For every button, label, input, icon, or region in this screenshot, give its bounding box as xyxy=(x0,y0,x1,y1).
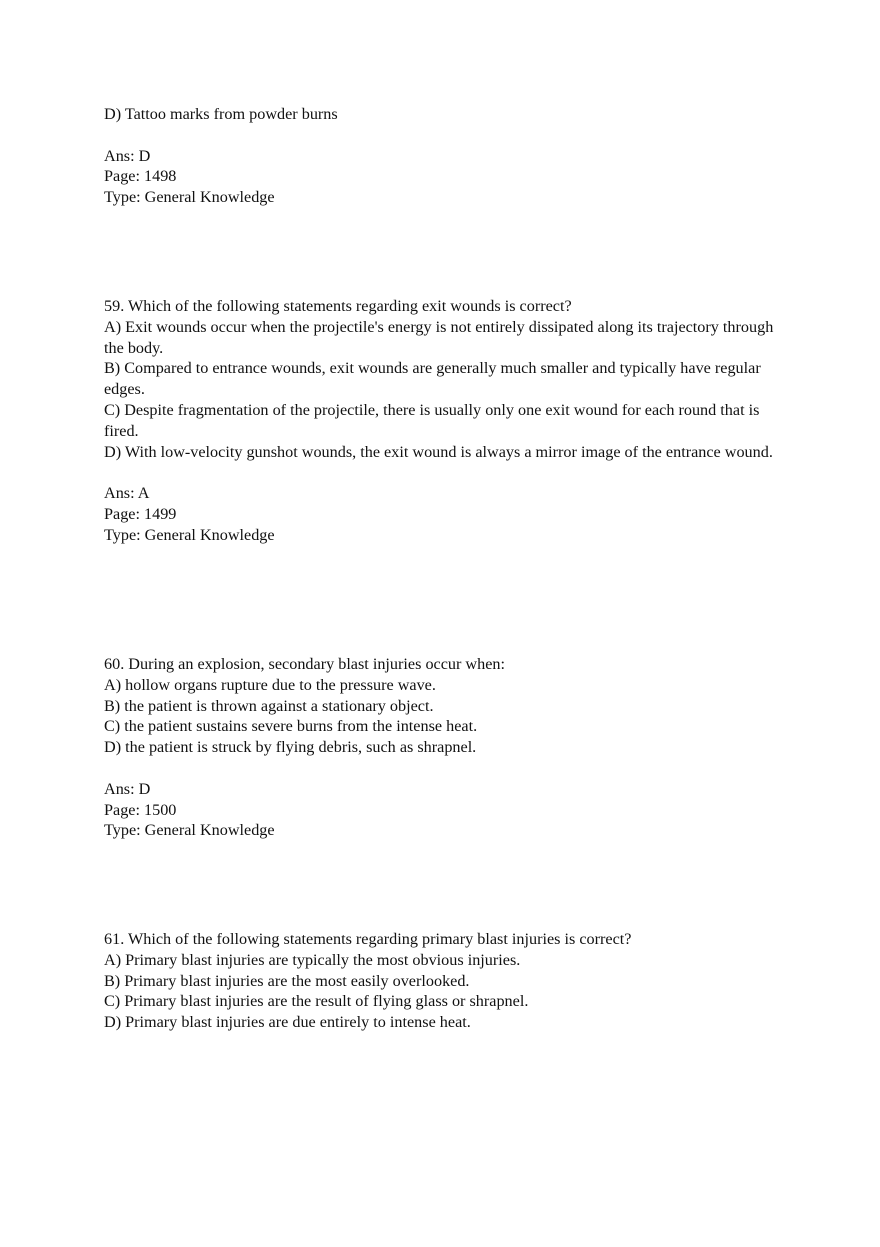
option-b: B) Compared to entrance wounds, exit wounds are generally much smaller and typically have regular edges. xyxy=(104,359,761,399)
question-text: 59. Which of the following statements regarding exit wounds is correct? xyxy=(104,297,572,315)
question-text: 60. During an explosion, secondary blast injuries occur when: xyxy=(104,655,505,673)
option-a: A) hollow organs rupture due to the pressure wave. xyxy=(104,675,436,694)
answer: Ans: D xyxy=(104,146,151,165)
answer: Ans: D xyxy=(104,779,151,798)
question-61 xyxy=(104,929,784,1033)
question-58-tail xyxy=(104,104,784,208)
question-type: Type: General Knowledge xyxy=(104,525,275,544)
question-60 xyxy=(104,654,784,841)
option-a: A) Primary blast injuries are typically the most obvious injuries. xyxy=(104,950,521,969)
question-text: 61. Which of the following statements regarding primary blast injuries is correct? xyxy=(104,930,632,948)
question-type: Type: General Knowledge xyxy=(104,188,275,207)
option-c: C) Primary blast injuries are the result of flying glass or shrapnel. xyxy=(104,992,529,1011)
option-d: D) Primary blast injuries are due entirely to intense heat. xyxy=(104,1013,471,1032)
answer: Ans: A xyxy=(104,484,150,503)
page-reference: Page: 1499 xyxy=(104,504,177,523)
option-b: B) the patient is thrown against a stationary object. xyxy=(104,696,434,715)
page-reference: Page: 1500 xyxy=(104,800,177,819)
question-type: Type: General Knowledge xyxy=(104,821,275,840)
option-d: D) Tattoo marks from powder burns xyxy=(104,105,338,123)
option-b: B) Primary blast injuries are the most easily overlooked. xyxy=(104,971,470,990)
question-59 xyxy=(104,296,784,546)
option-c: C) the patient sustains severe burns from the intense heat. xyxy=(104,717,478,736)
option-d: D) the patient is struck by flying debris, such as shrapnel. xyxy=(104,738,477,757)
page-reference: Page: 1498 xyxy=(104,167,177,186)
option-a: A) Exit wounds occur when the projectile's energy is not entirely dissipated along its trajectory through the body. xyxy=(104,317,774,357)
option-c: C) Despite fragmentation of the projectile, there is usually only one exit wound for each round that is fired. xyxy=(104,400,760,440)
option-d: D) With low-velocity gunshot wounds, the exit wound is always a mirror image of the entrance wound. xyxy=(104,442,773,461)
